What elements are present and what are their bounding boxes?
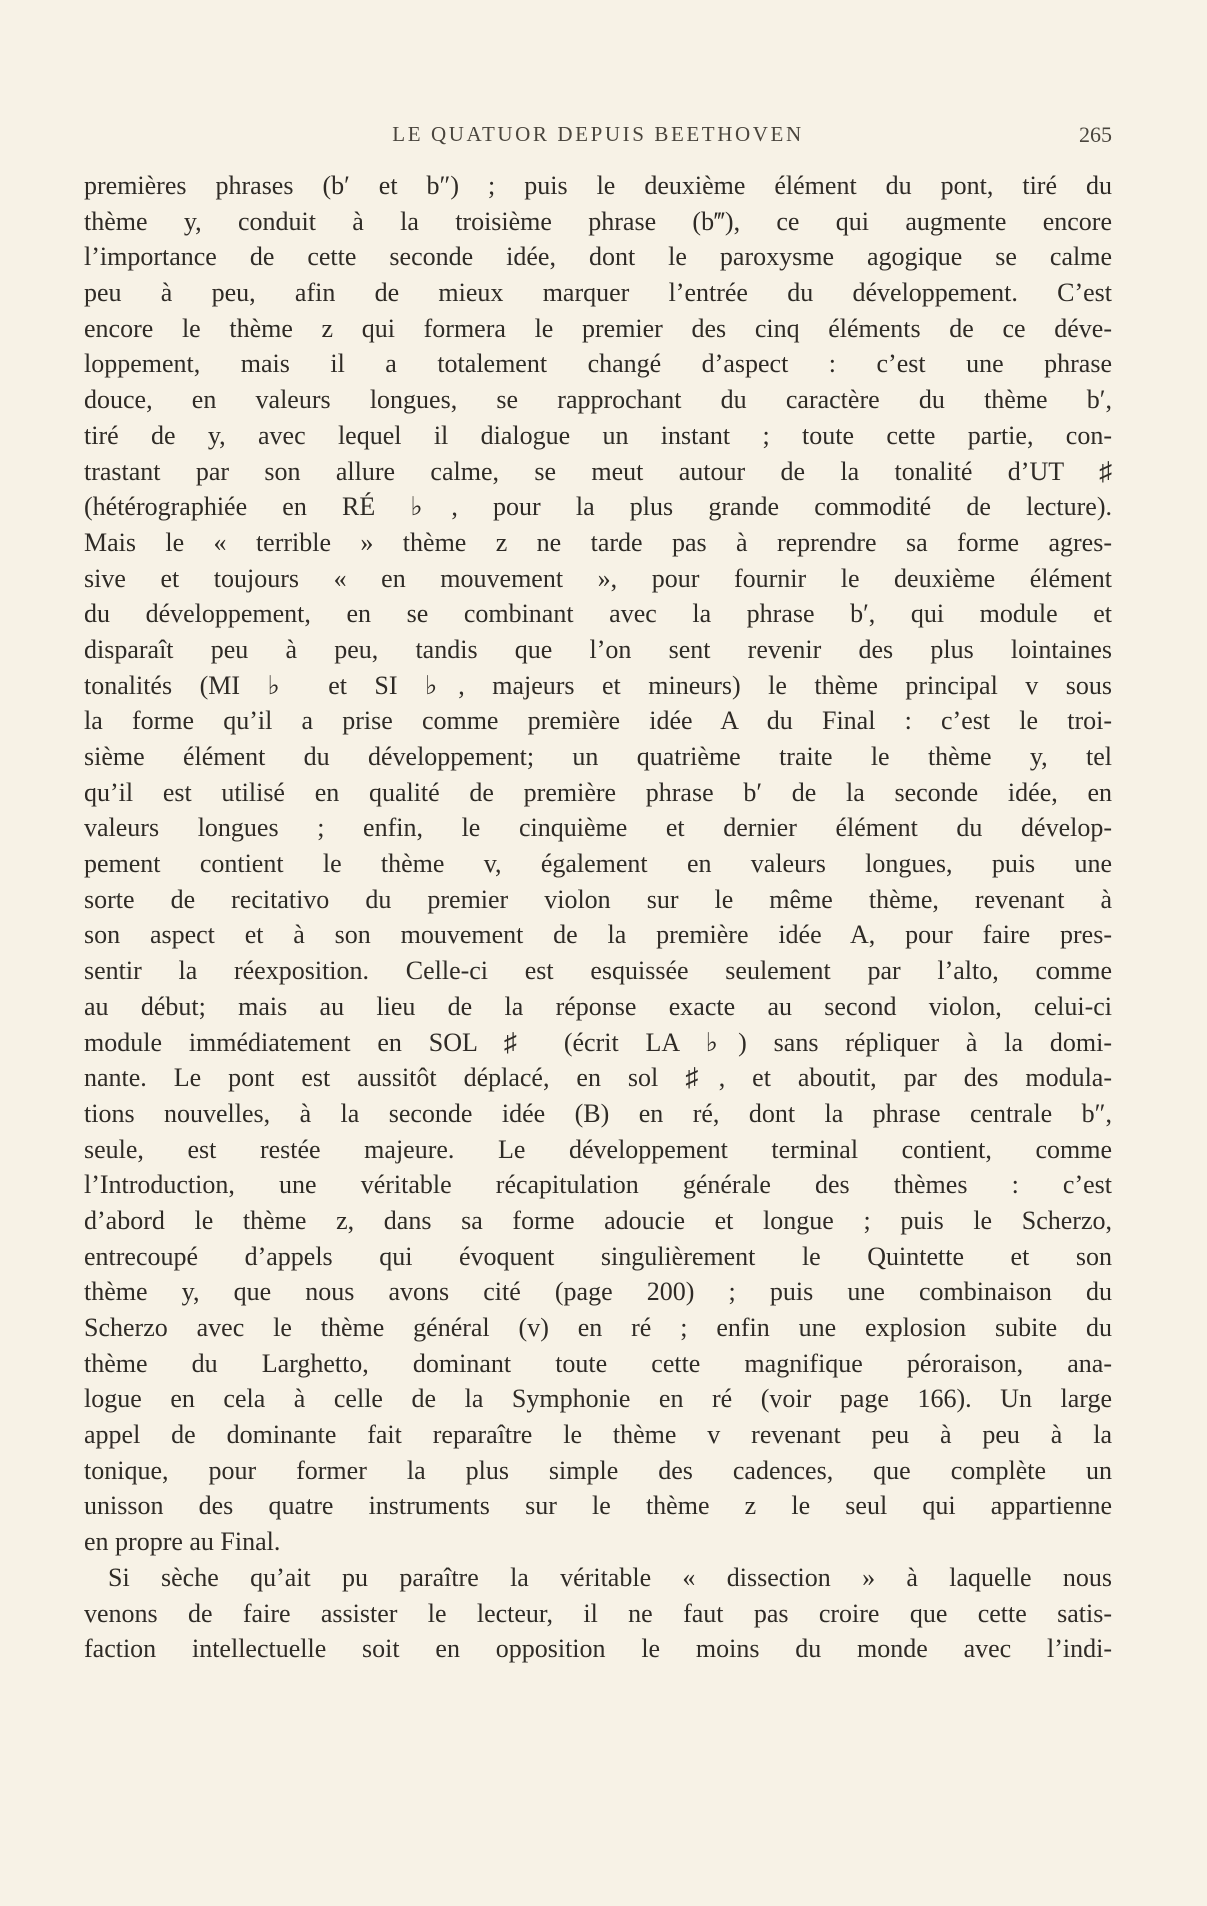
text-line: encore le thème z qui formera le premier des cinq éléments de ce déve-	[84, 313, 1112, 343]
text-line: l’importance de cette seconde idée, dont le paroxysme agogique se calme	[84, 242, 1112, 272]
body-text	[84, 168, 1112, 1667]
text-line: premières phrases (b′ et b″) ; puis le deuxième élément du pont, tiré du	[84, 171, 1112, 200]
text-line: la forme qu’il a prise comme première idée A du Final : c’est le troi-	[84, 706, 1112, 736]
paragraph-1	[84, 168, 1112, 1560]
text-line: Si sèche qu’ait pu paraître la véritable « dissection » à laquelle nous	[108, 1562, 1112, 1592]
text-line: unisson des quatre instruments sur le thème z le seul qui appartienne	[84, 1491, 1112, 1521]
text-line: module immédiatement en SOL ♯ (écrit LA ♭) sans répliquer à la domi-	[84, 1027, 1112, 1057]
paragraph-2	[84, 1560, 1112, 1667]
text-line: du développement, en se combinant avec la phrase b′, qui module et	[84, 599, 1112, 629]
text-line: au début; mais au lieu de la réponse exacte au second violon, celui-ci	[84, 991, 1112, 1021]
text-line: loppement, mais il a totalement changé d’aspect : c’est une phrase	[84, 349, 1112, 379]
text-line: logue en cela à celle de la Symphonie en ré (voir page 166). Un large	[84, 1384, 1112, 1414]
text-line: tions nouvelles, à la seconde idée (B) en ré, dont la phrase centrale b″,	[84, 1098, 1112, 1128]
text-line: sentir la réexposition. Celle-ci est esquissée seulement par l’alto, comme	[84, 956, 1112, 986]
page-number: 265	[1079, 122, 1112, 147]
text-line: thème du Larghetto, dominant toute cette magnifique péroraison, ana-	[84, 1348, 1112, 1378]
text-line: entrecoupé d’appels qui évoquent singulièrement le Quintette et son	[84, 1241, 1112, 1271]
text-line: qu’il est utilisé en qualité de première phrase b′ de la seconde idée, en	[84, 777, 1112, 807]
text-line: douce, en valeurs longues, se rapprochant du caractère du thème b′,	[84, 385, 1112, 415]
text-line: peu à peu, afin de mieux marquer l’entrée du développement. C’est	[84, 278, 1112, 308]
text-line: sive et toujours « en mouvement », pour fournir le deuxième élément	[84, 563, 1112, 593]
text-line: faction intellectuelle soit en opposition le moins du monde avec l’indi-	[84, 1634, 1112, 1664]
text-line: sorte de recitativo du premier violon sur le même thème, revenant à	[84, 884, 1112, 914]
text-line: son aspect et à son mouvement de la première idée A, pour faire pres-	[84, 920, 1112, 950]
text-line: (hétérographiée en RÉ ♭, pour la plus grande commodité de lecture).	[84, 492, 1112, 522]
text-line: appel de dominante fait reparaître le thème v revenant peu à peu à la	[84, 1420, 1112, 1450]
text-line: pement contient le thème v, également en valeurs longues, puis une	[84, 849, 1112, 879]
text-line: valeurs longues ; enfin, le cinquième et dernier élément du dévelop-	[84, 813, 1112, 843]
running-title: LE QUATUOR DEPUIS BEETHOVEN	[392, 122, 804, 146]
text-line: d’abord le thème z, dans sa forme adoucie et longue ; puis le Scherzo,	[84, 1205, 1112, 1235]
text-line: tonalités (MI ♭ et SI ♭, majeurs et mineurs) le thème principal v sous	[84, 670, 1112, 700]
text-line: tiré de y, avec lequel il dialogue un instant ; toute cette partie, con-	[84, 420, 1112, 450]
text-line: l’Introduction, une véritable récapitulation générale des thèmes : c’est	[84, 1170, 1112, 1200]
text-line: thème y, conduit à la troisième phrase (b‴), ce qui augmente encore	[84, 206, 1112, 236]
text-line: trastant par son allure calme, se meut autour de la tonalité d’UT ♯	[84, 456, 1112, 486]
text-line: Mais le « terrible » thème z ne tarde pas à reprendre sa forme agres-	[84, 527, 1112, 557]
text-line: seule, est restée majeure. Le développement terminal contient, comme	[84, 1134, 1112, 1164]
text-line: tonique, pour former la plus simple des cadences, que complète un	[84, 1455, 1112, 1485]
text-line: thème y, que nous avons cité (page 200) ; puis une combinaison du	[84, 1277, 1112, 1307]
text-line: sième élément du développement; un quatrième traite le thème y, tel	[84, 742, 1112, 771]
text-line: nante. Le pont est aussitôt déplacé, en sol ♯, et aboutit, par des modula-	[84, 1063, 1112, 1093]
text-line: venons de faire assister le lecteur, il ne faut pas croire que cette satis-	[84, 1598, 1112, 1628]
text-line: disparaît peu à peu, tandis que l’on sent revenir des plus lointaines	[84, 634, 1112, 664]
text-line: en propre au Final.	[84, 1527, 281, 1557]
text-line: Scherzo avec le thème général (v) en ré ; enfin une explosion subite du	[84, 1313, 1112, 1342]
running-head	[84, 122, 1112, 152]
